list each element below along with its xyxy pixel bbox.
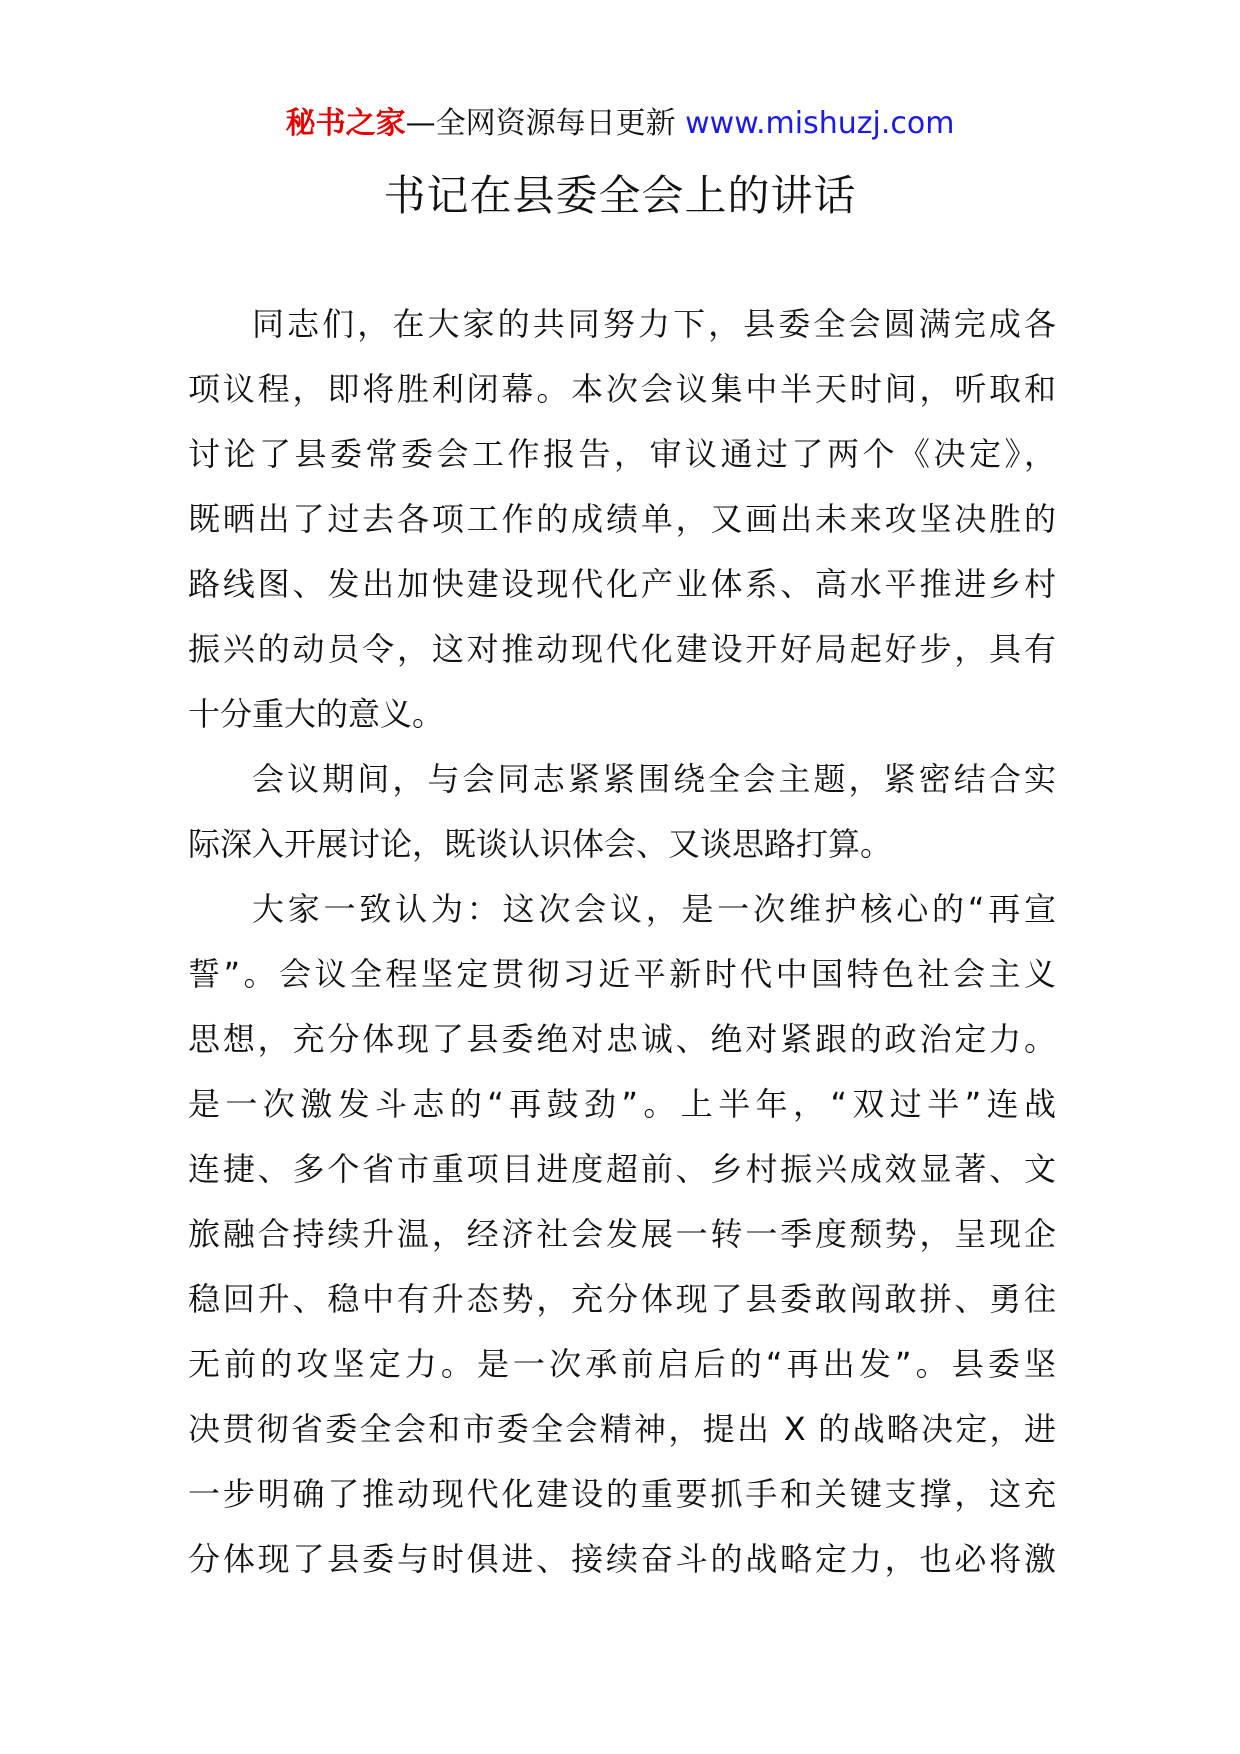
site-header	[0, 102, 1240, 146]
body-line: 一步明确了推动现代化建设的重要抓手和关键支撑，这充	[188, 1475, 1056, 1513]
body-line: 决贯彻省委全会和市委全会精神，提出 X 的战略决定，进	[188, 1410, 1056, 1448]
body-line: 际深入开展讨论，既谈认识体会、又谈思路打算。	[188, 825, 893, 863]
body-line: 路线图、发出加快建设现代化产业体系、高水平推进乡村	[188, 565, 1056, 603]
body-line: 同志们，在大家的共同努力下，县委全会圆满完成各	[252, 305, 1056, 343]
body-line: 十分重大的意义。	[188, 695, 445, 733]
body-line: 连捷、多个省市重项目进度超前、乡村振兴成效显著、文	[188, 1150, 1056, 1188]
header-tagline: —全网资源每日更新	[405, 106, 676, 141]
body-line: 大家一致认为：这次会议，是一次维护核心的“再宣	[252, 890, 1056, 928]
site-url-link[interactable]: www.mishuzj.com	[685, 106, 955, 141]
brand-name: 秘书之家	[285, 106, 406, 141]
body-line: 无前的攻坚定力。是一次承前启后的“再出发”。县委坚	[188, 1345, 1056, 1383]
body-line: 誓”。会议全程坚定贯彻习近平新时代中国特色社会主义	[188, 955, 1056, 993]
body-line: 分体现了县委与时俱进、接续奋斗的战略定力，也必将激	[188, 1540, 1056, 1578]
body-line: 项议程，即将胜利闭幕。本次会议集中半天时间，听取和	[188, 370, 1056, 408]
body-line: 是一次激发斗志的“再鼓劲”。上半年，“双过半”连战	[188, 1085, 1056, 1123]
body-line: 思想，充分体现了县委绝对忠诚、绝对紧跟的政治定力。	[188, 1020, 1056, 1058]
body-line: 旅融合持续升温，经济社会发展一转一季度颓势，呈现企	[188, 1215, 1056, 1253]
document-title: 书记在县委全会上的讲话	[383, 171, 857, 220]
body-line: 会议期间，与会同志紧紧围绕全会主题，紧密结合实	[252, 760, 1056, 798]
body-line: 振兴的动员令，这对推动现代化建设开好局起好步，具有	[188, 630, 1056, 668]
body-line: 稳回升、稳中有升态势，充分体现了县委敢闯敢拼、勇往	[188, 1280, 1056, 1318]
document-body	[188, 292, 1056, 1592]
body-line: 既晒出了过去各项工作的成绩单，又画出未来攻坚决胜的	[188, 500, 1056, 538]
body-line: 讨论了县委常委会工作报告，审议通过了两个《决定》，	[188, 435, 1056, 473]
